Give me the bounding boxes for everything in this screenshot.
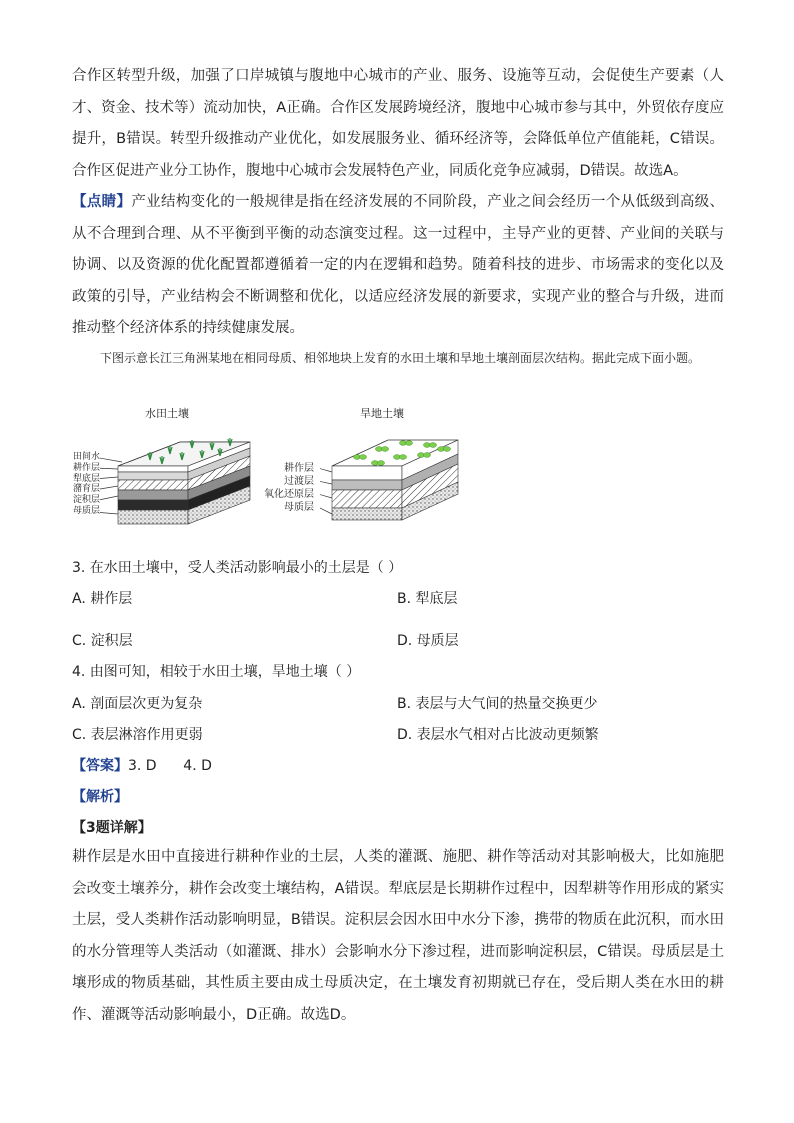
dry-soil-diagram xyxy=(320,422,470,542)
paddy-label-illuvial: 淀积层 xyxy=(73,495,101,506)
paddy-label-plowpan: 犁底层 xyxy=(73,473,101,484)
q4-option-a[interactable]: A. 剖面层次更为复杂 xyxy=(72,696,203,712)
q3-stem: 3. 在水田土壤中，受人类活动影响最小的土层是（ ） xyxy=(72,560,403,576)
q4-option-d[interactable]: D. 表层水气相对占比波动更频繁 xyxy=(397,727,599,743)
paddy-soil-title: 水田土壤 xyxy=(145,407,189,420)
analysis-tag: 【解析】 xyxy=(72,789,128,805)
dry-label-redox: 氧化还原层 xyxy=(264,489,314,500)
dianjing-text: 产业结构变化的一般规律是指在经济发展的不同阶段，产业之间会经历一个从低级到高级、从不合理到合理、从不平衡到平衡的动态演变过程。这一过程中，主导产业的更替、产业间的关联与协调、以及资源的优化配置都遵循着一定的内在逻辑和趋势。随着科技的进步、市场需求的变化以及政策的引导，产业结构会不断调整和优化，以适应经济发展的新要求，实现产业的整合与升级，进而推动整个经济体系的持续健康发展。 xyxy=(72,194,725,336)
question-intro xyxy=(72,343,724,373)
q3-detail-text: 耕作层是水田中直接进行耕种作业的土层，人类的灌溉、施肥、耕作等活动对其影响极大，比如施肥会改变土壤养分，耕作会改变土壤结构，A错误。犁底层是长期耕作过程中，因犁耕等作用形成的紧实土层，受人类耕作活动影响明显，B错误。淀积层会因水田中水分下渗，携带的物质在此沉积，而水田的水分管理等人类活动（如灌溉、排水）会影响水分下渗过程，进而影响淀积层，C错误。母质层是土壤形成的物质基础，其性质主要由成土母质决定，在土壤发育初期就已存在，受后期人类在水田的耕作、灌溉等活动影响最小，D正确。故选D。 xyxy=(72,849,724,1023)
q4-stem: 4. 由图可知，相较于水田土壤，旱地土壤（ ） xyxy=(72,664,361,680)
q3-option-a[interactable]: A. 耕作层 xyxy=(72,591,133,607)
dianjing-paragraph xyxy=(72,187,724,345)
answer-tag: 【答案】 xyxy=(72,758,128,774)
paddy-label-parent: 母质层 xyxy=(73,505,101,516)
q3-option-b[interactable]: B. 犁底层 xyxy=(397,591,458,607)
paddy-label-gleyed: 潴育层 xyxy=(73,484,101,495)
paddy-layer-labels xyxy=(73,452,100,517)
answer-text: 3. D 4. D xyxy=(128,758,212,774)
continued-paragraph: 合作区转型升级，加强了口岸城镇与腹地中心城市的产业、服务、设施等互动，会促使生产要素（人才、资金、技术等）流动加快，A正确。合作区发展跨境经济，腹地中心城市参与其中，外贸依存度应提升，B错误。转型升级推动产业优化，如发展服务业、循环经济等，会降低单位产值能耗，C错误。合作区促进产业分工协作，腹地中心城市会发展特色产业，同质化竞争应减弱，D错误。故选A。 xyxy=(72,68,724,179)
dry-label-transition: 过渡层 xyxy=(284,476,314,487)
answer-line xyxy=(72,755,212,775)
dianjing-tag: 【点睛】 xyxy=(72,194,132,210)
paddy-label-field-water: 田间水 xyxy=(73,452,101,462)
q3-option-c[interactable]: C. 淀积层 xyxy=(72,633,133,649)
q3-detail-tag: 【3题详解】 xyxy=(72,820,152,836)
dry-soil-title: 旱地土壤 xyxy=(360,407,404,420)
dry-label-tillage: 耕作层 xyxy=(284,463,314,474)
dry-label-parent: 母质层 xyxy=(284,502,314,513)
q4-option-c[interactable]: C. 表层淋溶作用更弱 xyxy=(72,727,203,743)
paddy-label-tillage: 耕作层 xyxy=(73,462,101,473)
paddy-soil-diagram xyxy=(100,422,300,552)
q4-option-b[interactable]: B. 表层与大气间的热量交换更少 xyxy=(397,696,598,712)
q3-option-d[interactable]: D. 母质层 xyxy=(397,633,459,649)
intro-text: 下图示意长江三角洲某地在相同母质、相邻地块上发育的水田土壤和旱地土壤剖面层次结构。据此完成下面小题。 xyxy=(100,351,701,365)
